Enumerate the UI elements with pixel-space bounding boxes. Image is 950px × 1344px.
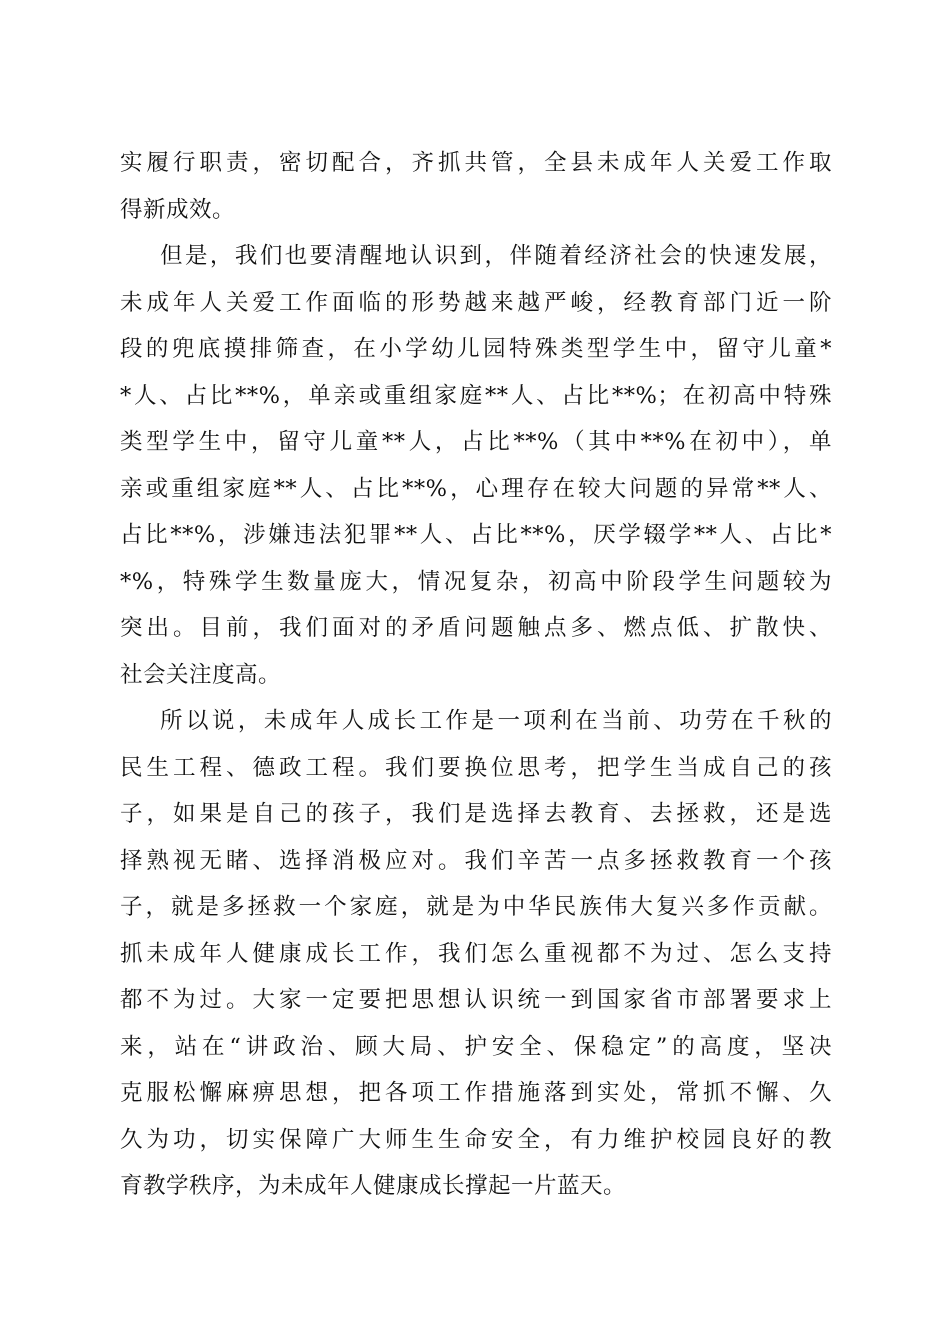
text-line: 实履行职责，密切配合，齐抓共管，全县未成年人关爱工作取 [120,150,832,176]
text-line: 亲或重组家庭**人、占比**%，心理存在较大问题的异常**人、 [120,475,832,502]
text-line: 择熟视无睹、选择消极应对。我们辛苦一点多拯救教育一个孩 [120,847,832,874]
text-line: 都不为过。大家一定要把思想认识统一到国家省市部署要求上 [120,987,832,1013]
text-line: 但是，我们也要清醒地认识到，伴随着经济社会的快速发展， [160,243,832,269]
text-line: *%，特殊学生数量庞大，情况复杂，初高中阶段学生问题较为 [120,568,832,595]
text-line: 克服松懈麻痹思想，把各项工作措施落到实处，常抓不懈、久 [120,1080,832,1106]
document-body [120,140,832,1210]
text-line: 抓未成年人健康成长工作，我们怎么重视都不为过、怎么支持 [120,940,832,967]
text-line: 子，如果是自己的孩子，我们是选择去教育、去拯救，还是选 [120,801,832,827]
text-line: 所以说，未成年人成长工作是一项利在当前、功劳在千秋的 [160,708,832,734]
text-line: 未成年人关爱工作面临的形势越来越严峻，经教育部门近一阶 [120,289,832,316]
text-line: 子，就是多拯救一个家庭，就是为中华民族伟大复兴多作贡献。 [120,894,832,920]
text-line: 段的兜底摸排筛查，在小学幼儿园特殊类型学生中，留守儿童* [120,336,832,362]
text-line: 久为功，切实保障广大师生生命安全，有力维护校园良好的教 [120,1126,832,1153]
text-line: *人、占比**%，单亲或重组家庭**人、占比**%；在初高中特殊 [120,382,832,409]
text-line: 类型学生中，留守儿童**人，占比**%（其中**%在初中），单 [120,429,832,455]
text-line: 社会关注度高。 [120,661,282,688]
text-line: 得新成效。 [120,196,236,223]
text-line: 育教学秩序，为未成年人健康成长撑起一片蓝天。 [120,1173,627,1199]
text-line: 突出。目前，我们面对的矛盾问题触点多、燃点低、扩散快、 [120,615,832,641]
text-line: 占比**%，涉嫌违法犯罪**人、占比**%，厌学辍学**人、占比* [120,522,832,548]
text-line: 来，站在“讲政治、顾大局、护安全、保稳定”的高度，坚决 [120,1033,832,1060]
text-line: 民生工程、德政工程。我们要换位思考，把学生当成自己的孩 [120,754,832,781]
